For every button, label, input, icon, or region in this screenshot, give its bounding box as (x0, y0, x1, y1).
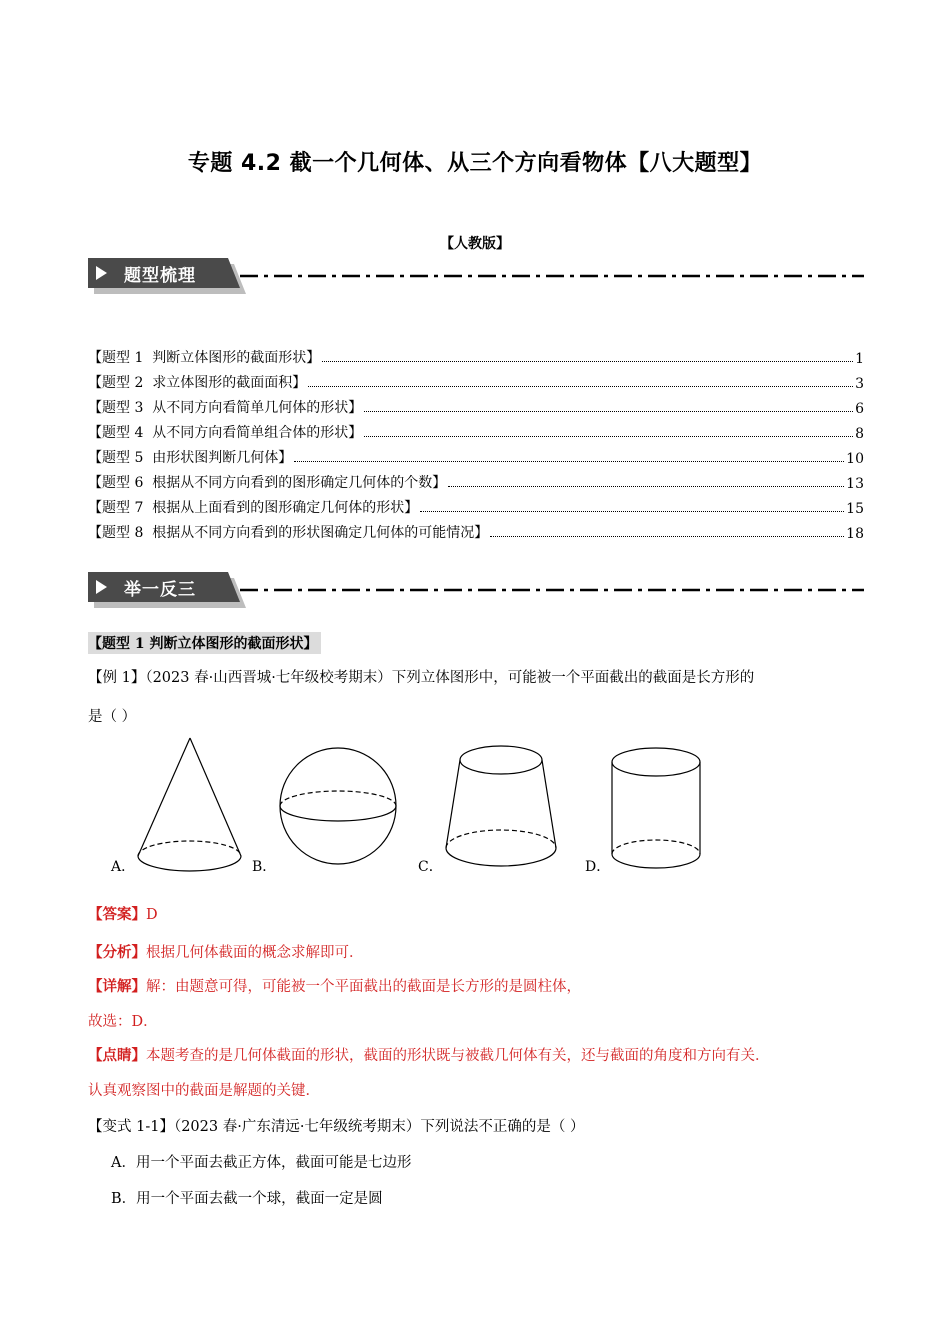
table-of-contents (88, 342, 864, 542)
edition-label: 【人教版】 (440, 236, 510, 252)
detail-text: 解：由题意可得，可能被一个平面截出的截面是长方形的是圆柱体， (146, 979, 581, 995)
analysis-line (88, 943, 364, 963)
option-a-label[interactable]: A． (111, 859, 136, 875)
variant-option-b[interactable]: B．用一个平面去截一个球，截面一定是圆 (111, 1191, 383, 1207)
answer-tag: 【答案】 (88, 906, 146, 923)
detail-line (88, 977, 581, 997)
dash-dot-divider (240, 274, 864, 278)
analysis-text: 根据几何体截面的概念求解即可． (146, 945, 364, 961)
banner-outline (88, 258, 864, 294)
analysis-tag: 【分析】 (88, 944, 146, 961)
cylinder-figure (612, 748, 700, 868)
comment-tag: 【点睛】 (88, 1047, 146, 1064)
page-title: 专题 4.2 截一个几何体、从三个方向看物体【八大题型】 (187, 151, 763, 176)
toc-item[interactable]: 【题型 2 求立体图形的截面面积】 3 (88, 375, 864, 392)
toc-item[interactable]: 【题型 7 根据从上面看到的图形确定几何体的形状】 15 (88, 500, 864, 517)
sphere-figure (280, 748, 396, 864)
comment-line2: 认真观察图中的截面是解题的关键． (88, 1083, 320, 1099)
answer-value: D (146, 907, 158, 923)
toc-item[interactable]: 【题型 8 根据从不同方向看到的形状图确定几何体的可能情况】 18 (88, 525, 864, 542)
dash-dot-divider (240, 588, 864, 592)
toc-item[interactable]: 【题型 4 从不同方向看简单组合体的形状】 8 (88, 425, 864, 442)
play-arrow-icon (96, 580, 107, 594)
option-c-label[interactable]: C． (418, 859, 443, 875)
toc-item[interactable]: 【题型 3 从不同方向看简单几何体的形状】 6 (88, 400, 864, 417)
example-question-line2: 是（ ） (88, 709, 137, 725)
option-d-label[interactable]: D． (585, 859, 611, 875)
option-b-label[interactable]: B． (252, 859, 277, 875)
comment-line1 (88, 1046, 770, 1066)
banner-outline-label: 题型梳理 (124, 266, 196, 286)
detail-conclusion: 故选：D． (88, 1014, 158, 1030)
answer-line (88, 905, 158, 925)
banner-practice (88, 572, 864, 608)
comment-text: 本题考查的是几何体截面的形状，截面的形状既与被截几何体有关，还与截面的角度和方向有关． (146, 1048, 770, 1064)
section-title: 【题型 1 判断立体图形的截面形状】 (88, 632, 321, 654)
cone-figure (138, 738, 241, 871)
toc-item[interactable]: 【题型 5 由形状图判断几何体】 10 (88, 450, 864, 467)
banner-practice-label: 举一反三 (124, 580, 196, 600)
variant-option-a[interactable]: A．用一个平面去截正方体，截面可能是七边形 (111, 1155, 412, 1171)
solids-figure (88, 734, 864, 874)
play-arrow-icon (96, 266, 107, 280)
detail-tag: 【详解】 (88, 978, 146, 995)
variant-question: 【变式 1-1】（2023 春·广东清远·七年级统考期末）下列说法不正确的是（ ） (88, 1119, 585, 1135)
example-question-line1: 【例 1】（2023 春·山西晋城·七年级校考期末）下列立体图形中，可能被一个平面截出的截面是长方形的 (88, 670, 755, 686)
frustum-figure (446, 746, 556, 866)
toc-item[interactable]: 【题型 6 根据从不同方向看到的图形确定几何体的个数】 13 (88, 475, 864, 492)
toc-item[interactable]: 【题型 1 判断立体图形的截面形状】 1 (88, 350, 864, 367)
